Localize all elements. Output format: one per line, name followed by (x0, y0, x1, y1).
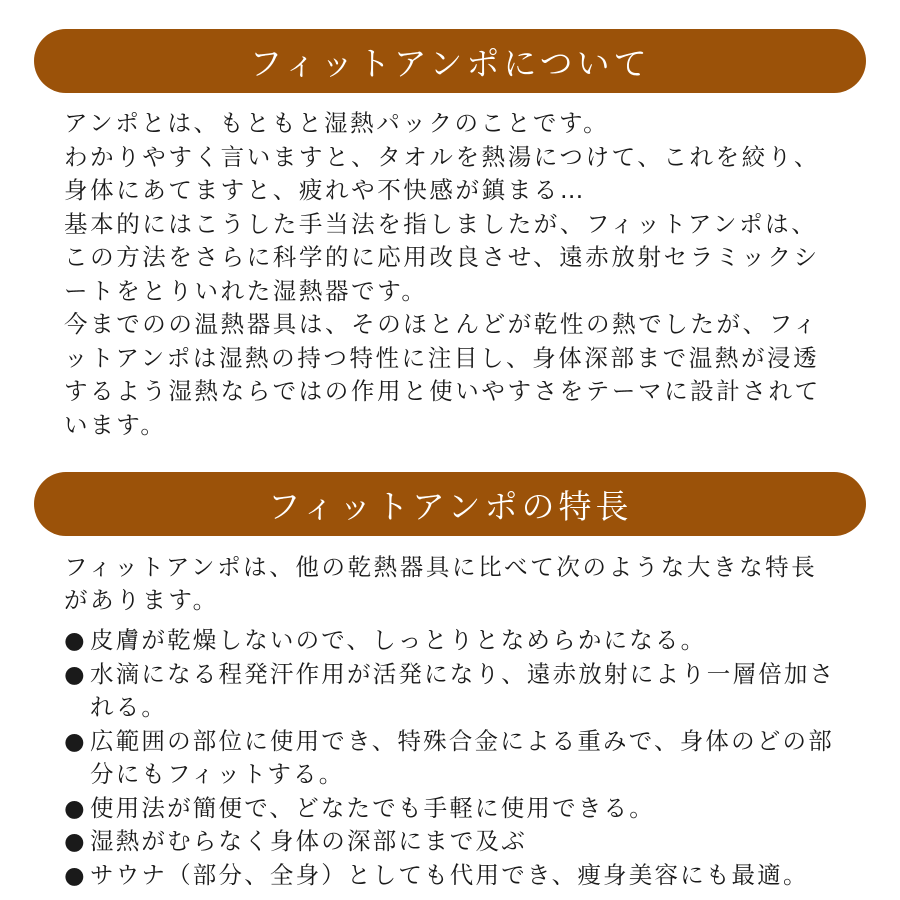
about-section-title: フィットアンポについて (249, 43, 651, 83)
features-section-title-banner (34, 472, 866, 536)
feature-item-text: 使用法が簡便で、どなたでも手軽に使用できる。 (90, 793, 655, 822)
about-section-title-banner (34, 29, 866, 93)
bullet-icon: ● (64, 793, 87, 822)
about-paragraph: 今までのの温熱器具は、そのほとんどが乾性の熱でしたが、フィットアンポは湿熱の持つ特性に注目し、身体深部まで温熱が浸透するよう湿熱ならではの作用と使いやすさをテーマに設計されています。 (64, 310, 821, 439)
bullet-icon: ● (64, 860, 87, 889)
features-intro: フィットアンポは、他の乾熱器具に比べて次のような大きな特長があります。 (64, 553, 818, 614)
bullet-icon: ● (64, 626, 87, 654)
feature-item (64, 725, 854, 792)
features-section-title: フィットアンポの特長 (267, 486, 633, 526)
bullet-icon: ● (64, 659, 87, 688)
feature-item-text: 広範囲の部位に使用でき、特殊合金による重みで、身体のどの部分にもフィットする。 (90, 726, 834, 788)
bullet-icon: ● (64, 827, 87, 855)
feature-item-text: 水滴になる程発汗作用が活発になり、遠赤放射により一層倍加される。 (90, 659, 836, 721)
bullet-icon: ● (64, 726, 87, 755)
about-paragraph: アンポとは、もともと湿熱パックのことです。 (64, 109, 610, 137)
feature-item (64, 859, 854, 893)
feature-item-text: 皮膚が乾燥しないので、しっとりとなめらかになる。 (90, 626, 707, 654)
about-section-body (64, 107, 840, 442)
feature-list (64, 624, 854, 892)
feature-item (64, 658, 854, 725)
feature-item (64, 624, 854, 658)
feature-item-text: 湿熱がむらなく身体の深部にまで及ぶ (90, 827, 527, 855)
feature-item (64, 825, 854, 859)
feature-item (64, 792, 854, 826)
about-paragraph: 基本的にはこうした手当法を指しましたが、フィットアンポは、この方法をさらに科学的に応用改良させ、遠赤放射セラミックシートをとりいれた湿熱器です。 (64, 209, 820, 305)
feature-item-text: サウナ（部分、全身）としても代用でき、痩身美容にも最適。 (90, 860, 809, 889)
about-paragraph: わかりやすく言いますと、タオルを熱湯につけて、これを絞り、身体にあてますと、疲れや不快感が鎮まる… (64, 142, 820, 204)
